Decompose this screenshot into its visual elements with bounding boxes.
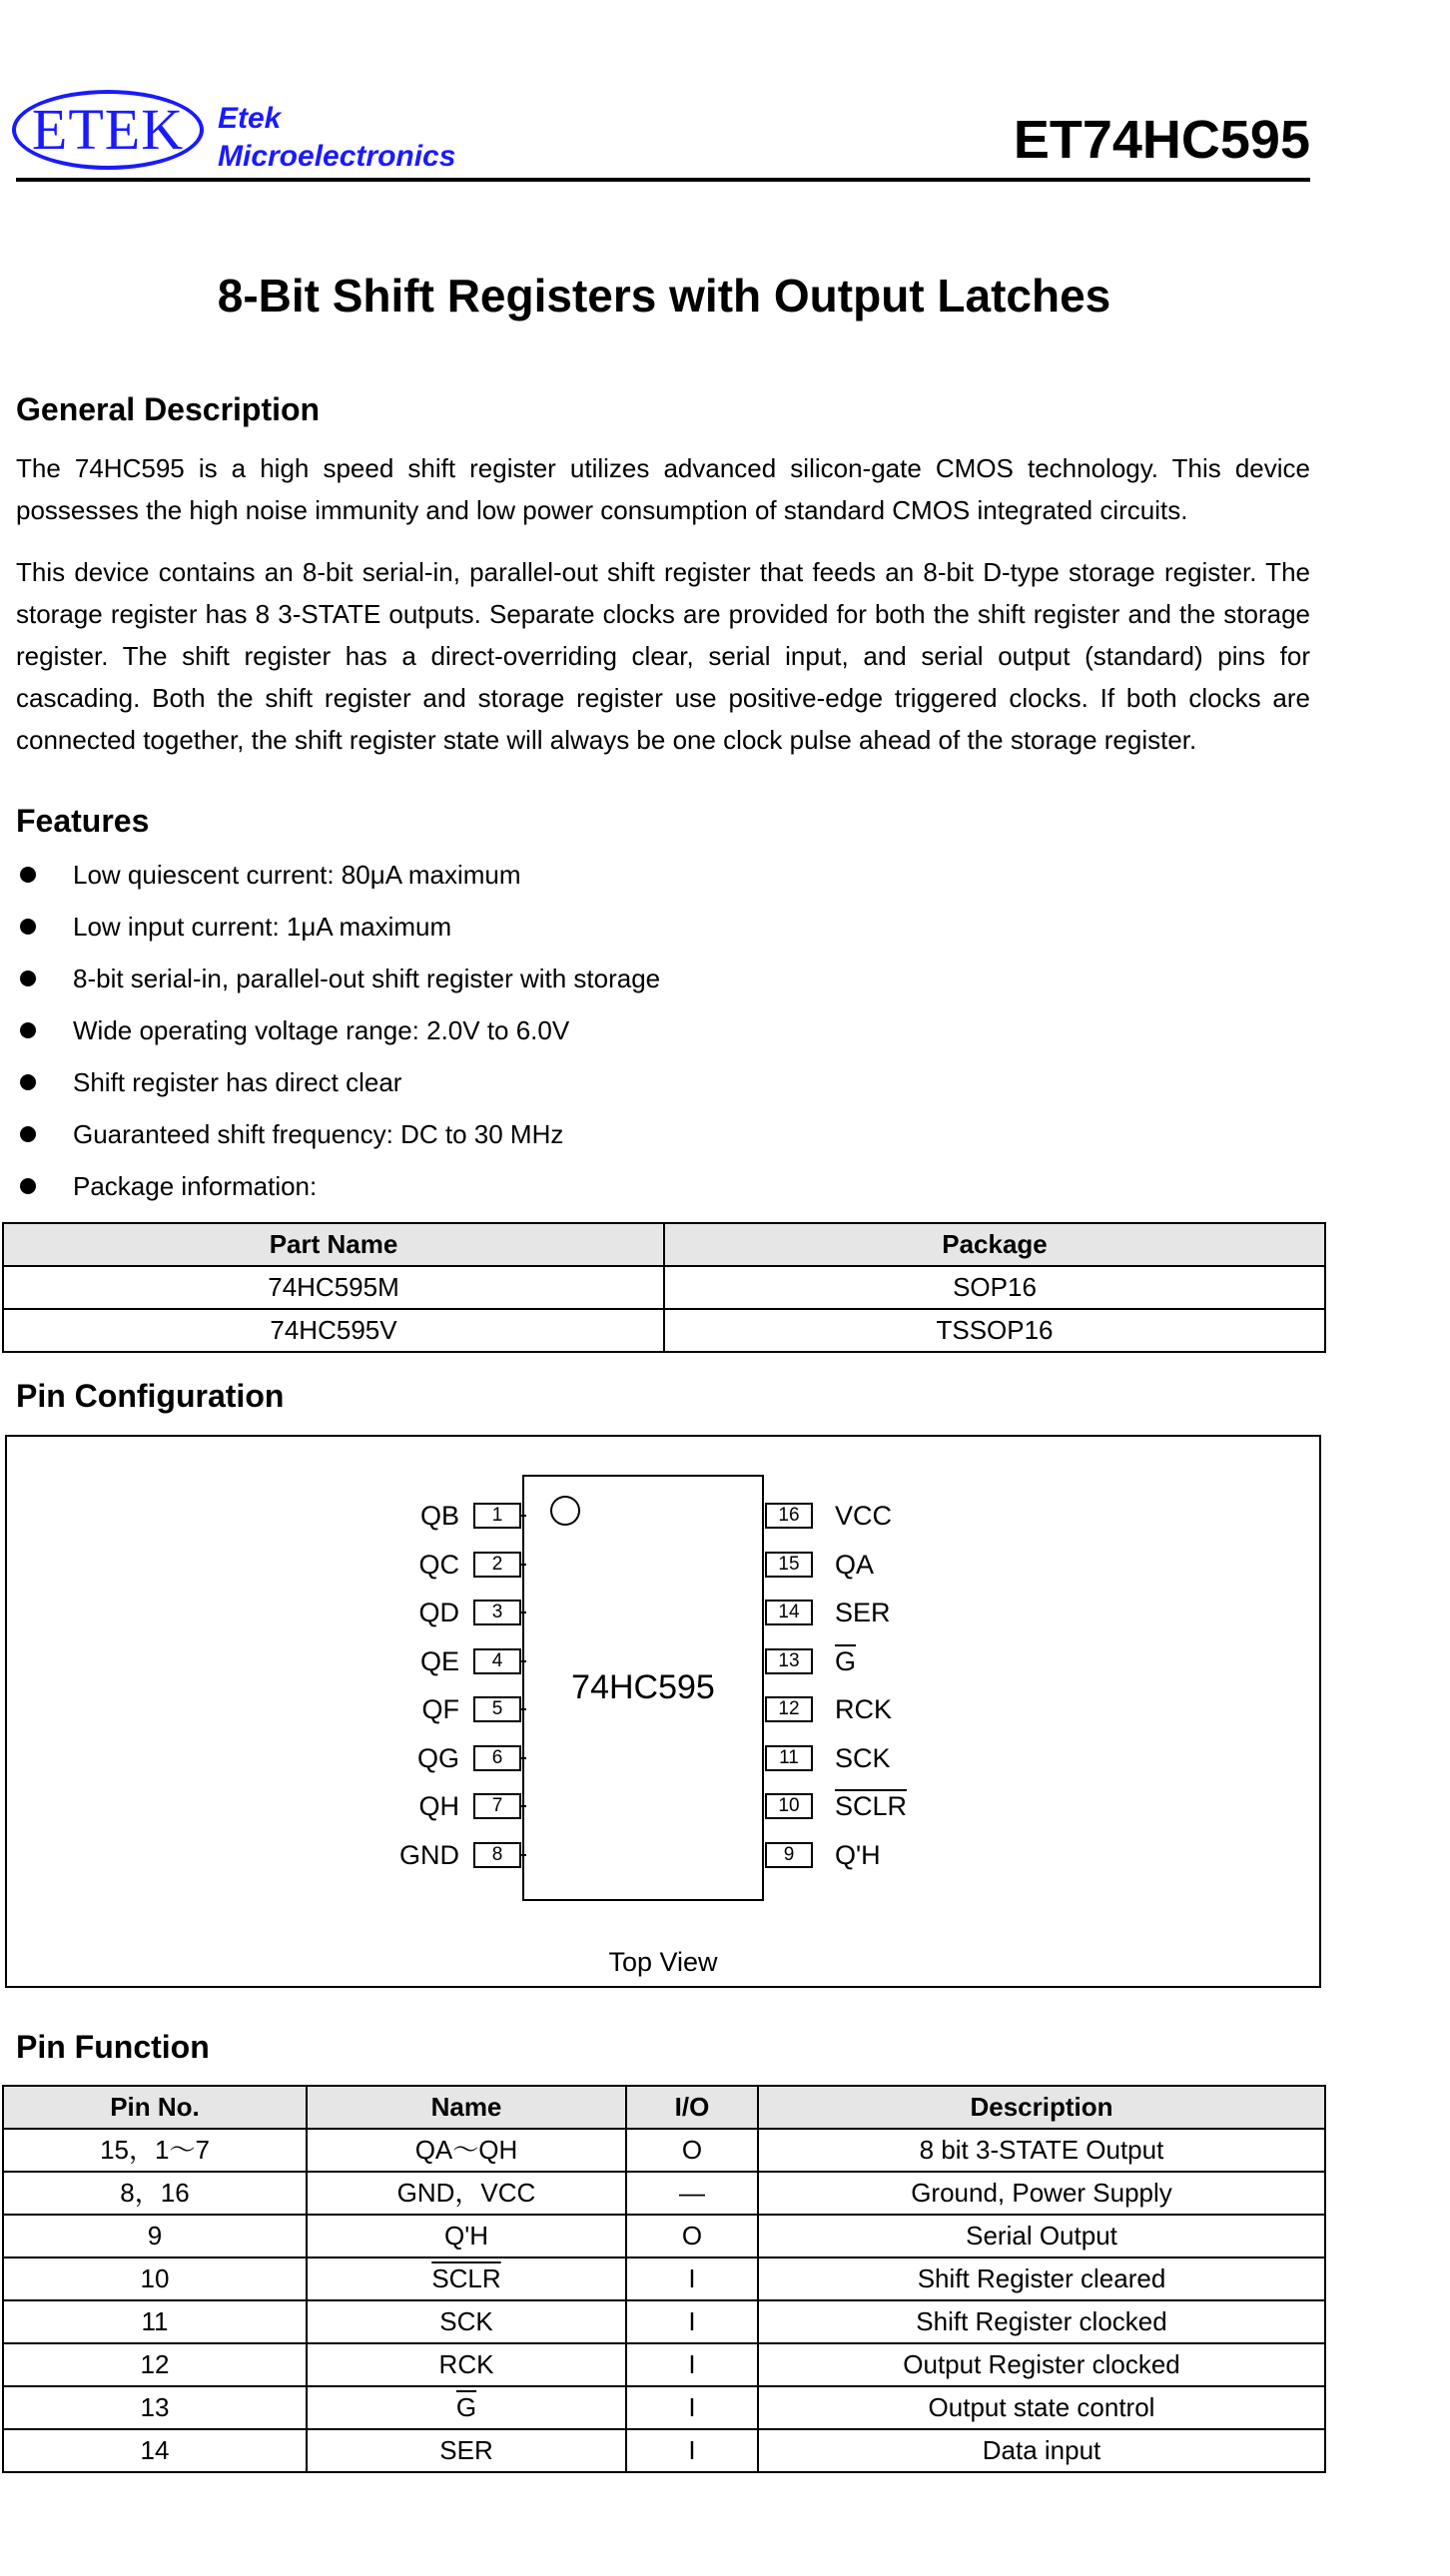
- table-cell-name: SER: [307, 2429, 626, 2472]
- table-cell-pin: 15，1～7: [3, 2129, 307, 2172]
- company-line-1: Etek: [218, 102, 282, 135]
- features-list: [16, 849, 1314, 1212]
- table-cell-name: GND，VCC: [307, 2172, 626, 2215]
- table-cell-io: I: [626, 2257, 758, 2300]
- pin-label: QE: [419, 1645, 459, 1676]
- pin-number-box: 6: [473, 1745, 521, 1771]
- table-cell-desc: Output state control: [758, 2386, 1325, 2429]
- table-cell-desc: Ground, Power Supply: [758, 2172, 1325, 2215]
- pin-number-box: 1: [473, 1503, 521, 1529]
- pin-label: QB: [419, 1501, 459, 1531]
- description-paragraph-1: The 74HC595 is a high speed shift register utilizes advanced silicon-gate CMOS technology. This device possesses the high noise immunity and low power consumption of standard CMOS integrated circuits.: [16, 453, 1310, 525]
- pin-lead: [520, 1564, 526, 1566]
- feature-item: Low quiescent current: 80μA maximum: [16, 849, 1314, 901]
- table-cell-desc: 8 bit 3-STATE Output: [758, 2129, 1325, 2172]
- pin-number-box: 5: [473, 1696, 521, 1722]
- pin-label: QF: [421, 1694, 459, 1724]
- col-name: Name: [307, 2086, 626, 2129]
- table-row: [3, 2215, 1325, 2257]
- pin-number-box: 7: [473, 1793, 521, 1819]
- table-cell-pin: 8，16: [3, 2172, 307, 2215]
- pin-lead: [520, 1805, 526, 1807]
- table-row: [3, 2300, 1325, 2343]
- bullet-icon: [20, 919, 36, 935]
- table-cell-name: QA～QH: [307, 2129, 626, 2172]
- table-row: [3, 2386, 1325, 2429]
- pin-label: RCK: [835, 1694, 893, 1724]
- pin-label: SCLR: [835, 1791, 908, 1821]
- table-cell-name: RCK: [307, 2343, 626, 2386]
- table-cell-io: I: [626, 2429, 758, 2472]
- table-cell: SOP16: [664, 1266, 1325, 1309]
- table-row: [3, 2129, 1325, 2172]
- header-divider: [16, 178, 1310, 182]
- bullet-icon: [20, 970, 36, 986]
- pin1-notch-icon: [550, 1496, 580, 1526]
- table-cell-pin: 14: [3, 2429, 307, 2472]
- table-cell: 74HC595M: [3, 1266, 664, 1309]
- package-table: [2, 1222, 1326, 1353]
- pin-number-box: 9: [765, 1842, 813, 1868]
- table-cell: TSSOP16: [664, 1309, 1325, 1352]
- pin-label: VCC: [835, 1501, 893, 1531]
- bullet-icon: [20, 1126, 36, 1142]
- bullet-icon: [20, 867, 36, 883]
- col-description: Description: [758, 2086, 1325, 2129]
- table-cell-desc: Serial Output: [758, 2215, 1325, 2257]
- part-number: ET74HC595: [1013, 110, 1310, 170]
- package-col-part-name: Part Name: [3, 1223, 664, 1266]
- pin-function-heading: Pin Function: [16, 2029, 210, 2065]
- pin-lead: [520, 1757, 526, 1759]
- pin-number-box: 12: [765, 1696, 813, 1722]
- bullet-icon: [20, 1074, 36, 1090]
- feature-item: Wide operating voltage range: 2.0V to 6.0V: [16, 1004, 1314, 1056]
- pin-number-box: 16: [765, 1503, 813, 1529]
- description-paragraph-2: This device contains an 8-bit serial-in, parallel-out shift register that feeds an 8-bit D-type storage register. The storage register has 8 3-STATE outputs. Separate clocks are provided for both the shift register and the storage register. The shift register has a direct-overriding clear, serial input, and serial output (standard) pins for cascading. Both the shift register and storage register use positive-edge triggered clocks. If both clocks are connected together, the shift register state will always be one clock pulse ahead of the storage register.: [16, 557, 1310, 755]
- table-cell-io: I: [626, 2343, 758, 2386]
- pin-number-box: 10: [765, 1793, 813, 1819]
- pin-label: QG: [416, 1742, 459, 1773]
- table-cell-io: I: [626, 2386, 758, 2429]
- company-name: [218, 100, 455, 176]
- pin-number-box: 3: [473, 1600, 521, 1625]
- table-cell-name: SCK: [307, 2300, 626, 2343]
- table-row: [3, 1309, 1325, 1352]
- pin-lead: [520, 1611, 526, 1613]
- pin-lead: [520, 1708, 526, 1710]
- table-cell-name: $\overline{G}$: [307, 2386, 626, 2429]
- general-description-heading: General Description: [16, 391, 321, 427]
- document-title: 8-Bit Shift Registers with Output Latches: [217, 270, 1111, 322]
- table-cell-io: I: [626, 2300, 758, 2343]
- table-row: [3, 2172, 1325, 2215]
- bullet-icon: [20, 1022, 36, 1038]
- company-line-2: Microelectronics: [218, 140, 456, 173]
- feature-item: 8-bit serial-in, parallel-out shift register with storage: [16, 953, 1314, 1004]
- package-col-package: Package: [664, 1223, 1325, 1266]
- table-row: [3, 2257, 1325, 2300]
- bullet-icon: [20, 1178, 36, 1194]
- pin-label: $\overline{G}$: [835, 1645, 857, 1676]
- pin-label: QH: [418, 1791, 459, 1821]
- pin-function-body: [3, 2129, 1325, 2472]
- pin-number-box: 11: [765, 1745, 813, 1771]
- table-row: [3, 2343, 1325, 2386]
- feature-item: Package information:: [16, 1160, 1314, 1212]
- table-cell-pin: 10: [3, 2257, 307, 2300]
- pin-number-box: 13: [765, 1648, 813, 1674]
- pin-label: GND: [399, 1839, 459, 1870]
- table-cell-io: O: [626, 2129, 758, 2172]
- table-cell-name: Q'H: [307, 2215, 626, 2257]
- pin-configuration-heading: Pin Configuration: [16, 1378, 285, 1414]
- chip-name: 74HC595: [571, 1668, 715, 1706]
- pin-number-box: 4: [473, 1648, 521, 1674]
- table-header-row: [3, 1223, 1325, 1266]
- col-io: I/O: [626, 2086, 758, 2129]
- top-view-label: Top View: [608, 1947, 718, 1977]
- pin-lead: [520, 1515, 526, 1517]
- logo: ETEK: [31, 97, 185, 162]
- table-cell-desc: Shift Register clocked: [758, 2300, 1325, 2343]
- pin-label: Q'H: [835, 1839, 881, 1870]
- table-row: [3, 1266, 1325, 1309]
- table-cell-pin: 11: [3, 2300, 307, 2343]
- pin-lead: [520, 1660, 526, 1662]
- table-cell-desc: Output Register clocked: [758, 2343, 1325, 2386]
- feature-item: Shift register has direct clear: [16, 1056, 1314, 1108]
- table-cell-pin: 13: [3, 2386, 307, 2429]
- table-cell-pin: 12: [3, 2343, 307, 2386]
- pin-label: SCK: [835, 1742, 891, 1773]
- table-cell-io: O: [626, 2215, 758, 2257]
- table-cell-pin: 9: [3, 2215, 307, 2257]
- table-cell: 74HC595V: [3, 1309, 664, 1352]
- table-cell-desc: Shift Register cleared: [758, 2257, 1325, 2300]
- pin-label: QA: [835, 1549, 875, 1580]
- feature-item: Guaranteed shift frequency: DC to 30 MHz: [16, 1108, 1314, 1160]
- pin-function-table: [2, 2085, 1326, 2473]
- pin-label: QD: [418, 1598, 459, 1627]
- pin-number-box: 8: [473, 1842, 521, 1868]
- table-row: [3, 2429, 1325, 2472]
- table-cell-name: SCLR: [307, 2257, 626, 2300]
- pin-number-box: 15: [765, 1552, 813, 1578]
- pin-label: QC: [418, 1549, 459, 1580]
- table-header-row: [3, 2086, 1325, 2129]
- pin-label: SER: [835, 1598, 891, 1627]
- pin-number-box: 2: [473, 1552, 521, 1578]
- table-cell-desc: Data input: [758, 2429, 1325, 2472]
- col-pin-no: Pin No.: [3, 2086, 307, 2129]
- table-cell-io: —: [626, 2172, 758, 2215]
- features-heading: Features: [16, 803, 150, 839]
- pin-number-box: 14: [765, 1600, 813, 1625]
- feature-item: Low input current: 1μA maximum: [16, 901, 1314, 953]
- pin-lead: [520, 1854, 526, 1856]
